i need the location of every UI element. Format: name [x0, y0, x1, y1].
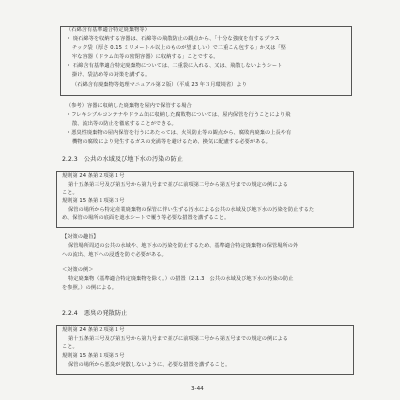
regulation-line: め、保管の場所の底面を遮水シートで覆う等必要な措置を講ずること。: [62, 215, 230, 221]
regulation-line: こと。: [62, 190, 78, 196]
reference-heading: （参考）容器に収納した廃棄物を屋内で保管する場合: [66, 103, 192, 109]
page-number: 3-44: [191, 386, 204, 392]
measures-label: 【対策の趣旨】: [62, 234, 99, 240]
regulation-line: 保管の場所から悪臭が発散しないように、必要な措置を講ずること。: [68, 362, 231, 368]
box-line: ・ 石綿含有基準適合特定廃棄物については、二重袋に入れる、又は、飛散しないようシート: [66, 63, 283, 69]
regulation-line: 保管の場所から特定産業廃棄物の保管に伴い生ずる汚水による公共の水域及び地下水の汚染を防止するた: [68, 207, 315, 213]
example-line: 特定廃棄物（基準適合特定廃棄物を除く。）の措置（2.1.3 公共の水域及び地下水の汚染の防止: [68, 276, 294, 282]
regulation-ref: 規則第 24 条第２項第１号: [62, 327, 125, 333]
box-line: チック袋（厚さ 0.15 ミリメートル以上のものが望ましい）で二重こん包する」か又は「堅: [72, 45, 286, 51]
regulation-line: 第十五条第三号及び第五号から第九号まで並びに前項第二号から第五号までの規定の例による: [68, 182, 288, 188]
regulation-ref: 規則第 15 条第１項第５号: [62, 353, 125, 359]
example-line: を参照。）の例による。: [62, 285, 118, 291]
measures-line: 保管場所周辺の公共の水域や、地下水の汚染を防止するため、基準適合特定廃棄物の保管場所の外: [68, 243, 299, 249]
section-title-223: 2.2.3 公共の水域及び地下水の汚染の防止: [62, 156, 183, 163]
reference-line: ・フレキシブルコンテナやドラム缶に収納した腐敗物については、屋内保管を行うことにより飛: [66, 112, 291, 118]
measures-line: への流出、地下への浸透を防ぐ必要がある。: [62, 252, 167, 258]
box-heading: （石綿含有基準適合特定廃棄物等）: [66, 27, 150, 33]
regulation-ref: 規則第 24 条第２項第１号: [62, 173, 125, 179]
box-line: ・ 廃石綿等を収納する容器は、石綿等の飛散防止の観点から、「十分な強度を有するプラス: [66, 36, 280, 42]
regulation-ref: 規則第 15 条第１項第３号: [62, 198, 125, 204]
example-label: ＜対策の例＞: [62, 267, 94, 273]
regulation-line: こと。: [62, 344, 78, 350]
box-source: （石綿含有廃棄物等処理マニュアル第２版）（平成 23 年３月環境省）より: [72, 82, 247, 88]
box-line: 掛け、袋詰め等の対策を講ずる。: [72, 72, 151, 78]
reference-line: 散、流出等の防止を徹底することができる。: [72, 121, 177, 127]
section-title-224: 2.2.4 悪臭の発散防止: [62, 310, 128, 317]
reference-line: ・悪臭性廃棄物の屋内保管を行うにあたっては、火災防止等の観点から、腐敗内廃棄の上長や有: [66, 130, 292, 136]
box-line: 牢な容器（ドラム缶等の密閉容器）に収納する」ことでする。: [72, 54, 219, 60]
reference-line: 機物の腐敗により発生するガスの充満等を避けるため、換気に配慮する必要がある。: [72, 139, 271, 145]
regulation-line: 第十五条第三号及び第五号から第九号まで並びに前項第二号から第五号までの規定の例による: [68, 336, 288, 342]
